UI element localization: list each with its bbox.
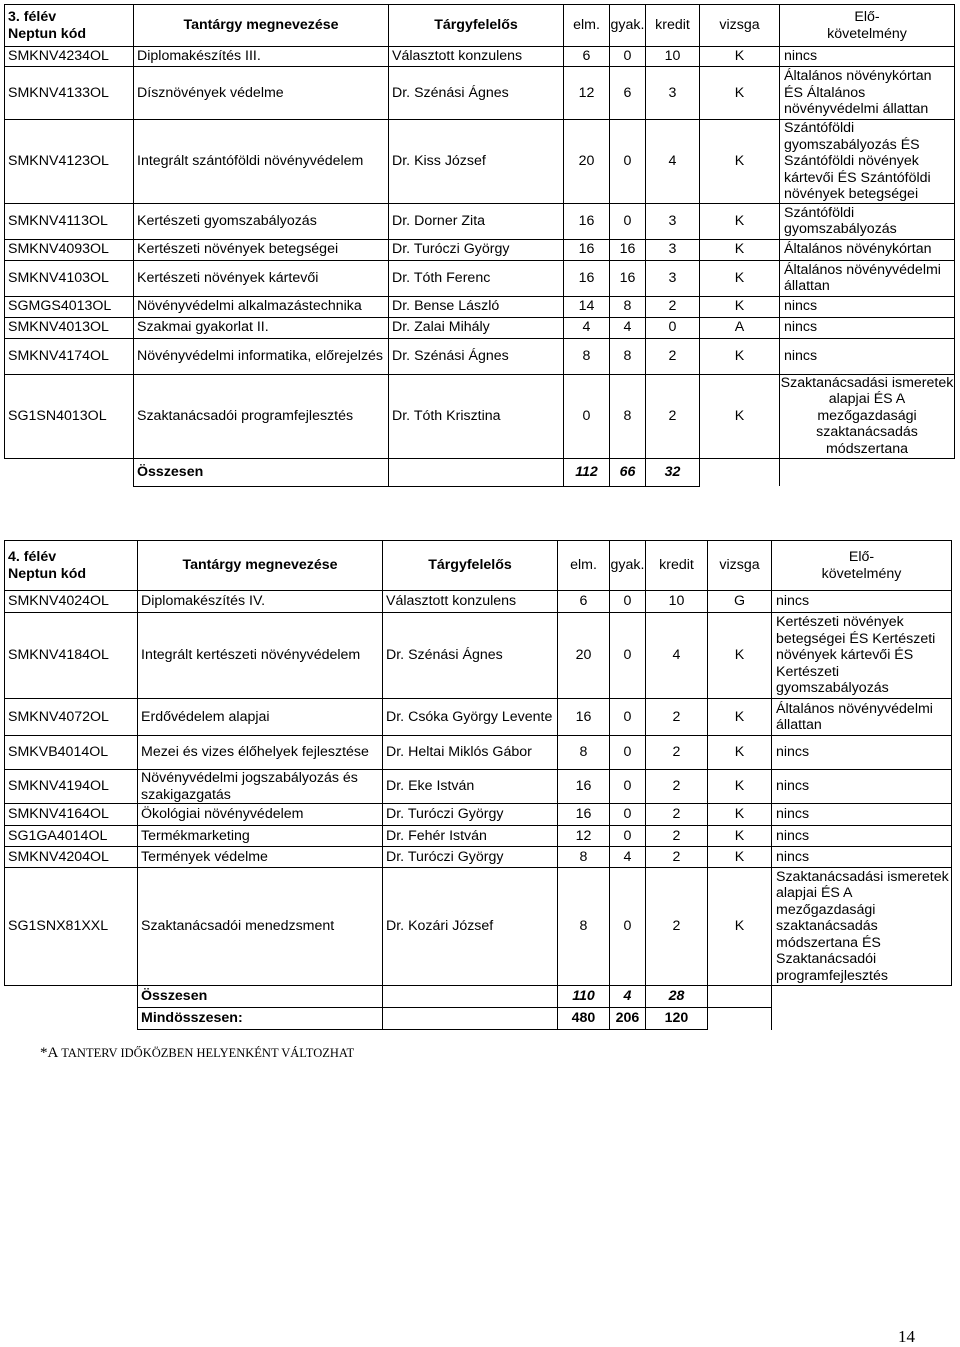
table-row bbox=[5, 591, 952, 613]
row-subject: Kertészeti növények kártevői bbox=[134, 260, 389, 296]
row-kredit: 2 bbox=[646, 699, 708, 736]
row-elm: 20 bbox=[564, 120, 610, 204]
row-prerequisite: Szaktanácsadási ismeretek alapjai ÉS A mezőgazdasági szaktanácsadás módszertana bbox=[780, 374, 954, 457]
total-spacer bbox=[5, 986, 138, 1008]
row-vizsga: A bbox=[700, 317, 780, 338]
row-prerequisite: nincs bbox=[772, 826, 952, 847]
row-vizsga: G bbox=[708, 591, 772, 613]
row-vizsga: K bbox=[708, 847, 772, 868]
header-kredit: kredit bbox=[646, 5, 700, 47]
total-label: Összesen bbox=[138, 986, 383, 1008]
row-responsible: Dr. Szénási Ágnes bbox=[389, 338, 564, 374]
total-pre-blank bbox=[780, 458, 955, 486]
row-gyak: 0 bbox=[610, 47, 646, 67]
footnote-text: TANTERV IDŐKÖZBEN HELYENKÉNT VÁLTOZHAT bbox=[61, 1046, 355, 1060]
row-code: SMKNV4013OL bbox=[5, 317, 134, 338]
row-prerequisite: Általános növénykórtan ÉS Általános növényvédelmi állattan bbox=[780, 67, 955, 120]
row-prerequisite: Kertészeti növények betegségei ÉS Kertészeti növények kártevői ÉS Kertészeti gyomszabályozás bbox=[772, 613, 952, 699]
row-kredit: 2 bbox=[646, 826, 708, 847]
row-prerequisite: Általános növényvédelmi állattan bbox=[780, 260, 955, 296]
row-gyak: 0 bbox=[610, 770, 646, 804]
row-subject: Szaktanácsadói menedzsment bbox=[138, 868, 383, 986]
row-elm: 16 bbox=[564, 260, 610, 296]
footnote-star: *A bbox=[40, 1045, 58, 1061]
row-subject: Diplomakészítés III. bbox=[134, 47, 389, 67]
row-code: SMKNV4174OL bbox=[5, 338, 134, 374]
total-gyak: 4 bbox=[610, 986, 646, 1008]
row-kredit: 4 bbox=[646, 120, 700, 204]
row-gyak: 0 bbox=[610, 804, 646, 826]
row-prerequisite: nincs bbox=[772, 770, 952, 804]
row-responsible: Dr. Turóczi György bbox=[383, 804, 558, 826]
header-row bbox=[5, 5, 955, 47]
row-kredit: 2 bbox=[646, 847, 708, 868]
table-row bbox=[5, 613, 952, 699]
row-code: SMKNV4204OL bbox=[5, 847, 138, 868]
row-responsible: Dr. Heltai Miklós Gábor bbox=[383, 736, 558, 770]
row-responsible: Dr. Zalai Mihály bbox=[389, 317, 564, 338]
row-prerequisite: nincs bbox=[780, 338, 955, 374]
header-vizsga: vizsga bbox=[708, 541, 772, 591]
row-elm: 8 bbox=[558, 736, 610, 770]
row-elm: 6 bbox=[564, 47, 610, 67]
row-subject: Kertészeti növények betegségei bbox=[134, 239, 389, 260]
row-responsible: Dr. Eke István bbox=[383, 770, 558, 804]
row-kredit: 2 bbox=[646, 736, 708, 770]
total-row bbox=[5, 458, 955, 486]
semester-3-body bbox=[5, 5, 955, 487]
row-responsible: Dr. Szénási Ágnes bbox=[389, 67, 564, 120]
row-gyak: 0 bbox=[610, 868, 646, 986]
header-code: Neptun kód bbox=[8, 25, 87, 42]
table-row bbox=[5, 317, 955, 338]
row-subject: Növényvédelmi alkalmazástechnika bbox=[134, 296, 389, 317]
row-subject: Növényvédelmi jogszabályozás és szakigazgatás bbox=[138, 770, 383, 804]
grand-spacer bbox=[5, 1008, 138, 1030]
table-row bbox=[5, 699, 952, 736]
row-code: SMKVB4014OL bbox=[5, 736, 138, 770]
row-responsible: Dr. Tóth Ferenc bbox=[389, 260, 564, 296]
semester-4-body bbox=[5, 541, 952, 1030]
table-row bbox=[5, 847, 952, 868]
row-kredit: 2 bbox=[646, 770, 708, 804]
total-kredit: 32 bbox=[646, 458, 700, 486]
header-responsible: Tárgyfelelős bbox=[383, 541, 558, 591]
row-subject: Szakmai gyakorlat II. bbox=[134, 317, 389, 338]
row-elm: 6 bbox=[558, 591, 610, 613]
header-code: Neptun kód bbox=[8, 565, 87, 582]
row-kredit: 3 bbox=[646, 203, 700, 239]
row-code: SMKNV4164OL bbox=[5, 804, 138, 826]
row-elm: 20 bbox=[558, 613, 610, 699]
row-elm: 16 bbox=[564, 203, 610, 239]
total-pre-blank bbox=[772, 986, 952, 1008]
row-vizsga: K bbox=[708, 826, 772, 847]
row-prerequisite: nincs bbox=[772, 847, 952, 868]
row-subject: Ökológiai növényvédelem bbox=[138, 804, 383, 826]
grand-total-gyak: 206 bbox=[610, 1008, 646, 1030]
grand-total-kredit: 120 bbox=[646, 1008, 708, 1030]
row-responsible: Dr. Turóczi György bbox=[389, 239, 564, 260]
table-row bbox=[5, 868, 952, 986]
row-vizsga: K bbox=[700, 203, 780, 239]
table-row bbox=[5, 338, 955, 374]
grand-resp-blank bbox=[383, 1008, 558, 1030]
total-gyak: 66 bbox=[610, 458, 646, 486]
row-kredit: 2 bbox=[646, 804, 708, 826]
table-row bbox=[5, 770, 952, 804]
table-row bbox=[5, 47, 955, 67]
row-elm: 12 bbox=[558, 826, 610, 847]
row-responsible: Választott konzulens bbox=[389, 47, 564, 67]
table-row bbox=[5, 120, 955, 204]
grand-total-label: Mindösszesen: bbox=[138, 1008, 383, 1030]
row-kredit: 10 bbox=[646, 591, 708, 613]
header-responsible: Tárgyfelelős bbox=[389, 5, 564, 47]
row-subject: Növényvédelmi informatika, előrejelzés bbox=[134, 338, 389, 374]
row-prerequisite: Általános növénykórtan bbox=[780, 239, 955, 260]
row-elm: 14 bbox=[564, 296, 610, 317]
row-vizsga: K bbox=[700, 239, 780, 260]
row-elm: 8 bbox=[558, 847, 610, 868]
row-responsible: Dr. Bense László bbox=[389, 296, 564, 317]
row-vizsga: K bbox=[700, 67, 780, 120]
table-row bbox=[5, 826, 952, 847]
row-prerequisite: Szántóföldi gyomszabályozás bbox=[780, 203, 955, 239]
table-row bbox=[5, 804, 952, 826]
header-prerequisite: Elő- követelmény bbox=[780, 5, 955, 47]
header-gyak: gyak. bbox=[610, 5, 646, 47]
row-elm: 8 bbox=[558, 868, 610, 986]
row-prerequisite: nincs bbox=[772, 591, 952, 613]
row-gyak: 16 bbox=[610, 239, 646, 260]
row-vizsga: K bbox=[708, 736, 772, 770]
row-responsible: Dr. Turóczi György bbox=[383, 847, 558, 868]
row-gyak: 0 bbox=[610, 699, 646, 736]
row-subject: Szaktanácsadói programfejlesztés bbox=[134, 374, 389, 458]
row-elm: 12 bbox=[564, 67, 610, 120]
row-code: SGMGS4013OL bbox=[5, 296, 134, 317]
row-code: SG1GA4014OL bbox=[5, 826, 138, 847]
header-elm: elm. bbox=[564, 5, 610, 47]
row-subject: Erdővédelem alapjai bbox=[138, 699, 383, 736]
row-kredit: 4 bbox=[646, 613, 708, 699]
header-prerequisite: Elő- követelmény bbox=[772, 541, 952, 591]
row-subject: Diplomakészítés IV. bbox=[138, 591, 383, 613]
row-code: SMKNV4113OL bbox=[5, 203, 134, 239]
row-subject: Integrált szántóföldi növényvédelem bbox=[134, 120, 389, 204]
row-code: SMKNV4194OL bbox=[5, 770, 138, 804]
header-vizsga: vizsga bbox=[700, 5, 780, 47]
row-kredit: 2 bbox=[646, 868, 708, 986]
row-elm: 16 bbox=[558, 699, 610, 736]
row-kredit: 2 bbox=[646, 338, 700, 374]
row-responsible: Dr. Dorner Zita bbox=[389, 203, 564, 239]
row-vizsga: K bbox=[708, 868, 772, 986]
header-kredit: kredit bbox=[646, 541, 708, 591]
total-spacer bbox=[5, 458, 134, 486]
table-row bbox=[5, 260, 955, 296]
row-gyak: 6 bbox=[610, 67, 646, 120]
curriculum-footnote bbox=[40, 1045, 354, 1062]
semester-title: 3. félév bbox=[8, 9, 57, 25]
row-subject: Termékmarketing bbox=[138, 826, 383, 847]
row-prerequisite: Általános növényvédelmi állattan bbox=[772, 699, 952, 736]
total-resp-blank bbox=[383, 986, 558, 1008]
row-vizsga: K bbox=[700, 260, 780, 296]
row-code: SMKNV4234OL bbox=[5, 47, 134, 67]
table-row bbox=[5, 296, 955, 317]
grand-pre-blank bbox=[772, 1008, 952, 1030]
row-vizsga: K bbox=[700, 120, 780, 204]
row-gyak: 0 bbox=[610, 203, 646, 239]
row-code: SMKNV4103OL bbox=[5, 260, 134, 296]
row-vizsga: K bbox=[700, 296, 780, 317]
header-semester-code bbox=[5, 5, 134, 47]
table-row bbox=[5, 736, 952, 770]
row-kredit: 3 bbox=[646, 67, 700, 120]
row-gyak: 16 bbox=[610, 260, 646, 296]
row-code: SMKNV4133OL bbox=[5, 67, 134, 120]
row-gyak: 0 bbox=[610, 826, 646, 847]
row-subject: Mezei és vizes élőhelyek fejlesztése bbox=[138, 736, 383, 770]
row-prerequisite: nincs bbox=[780, 47, 955, 67]
row-elm: 8 bbox=[564, 338, 610, 374]
row-responsible: Dr. Kiss József bbox=[389, 120, 564, 204]
row-prerequisite: nincs bbox=[780, 317, 955, 338]
grand-vizsga-blank bbox=[708, 1008, 772, 1030]
row-code: SMKNV4072OL bbox=[5, 699, 138, 736]
total-vizsga-blank bbox=[700, 458, 780, 486]
page-number: 14 bbox=[898, 1327, 915, 1346]
row-responsible: Választott konzulens bbox=[383, 591, 558, 613]
row-gyak: 8 bbox=[610, 374, 646, 458]
semester-4-table bbox=[4, 540, 952, 1030]
row-gyak: 8 bbox=[610, 296, 646, 317]
row-responsible: Dr. Kozári József bbox=[383, 868, 558, 986]
row-vizsga: K bbox=[700, 374, 780, 458]
row-gyak: 0 bbox=[610, 736, 646, 770]
row-responsible: Dr. Szénási Ágnes bbox=[383, 613, 558, 699]
row-code: SG1SNX81XXL bbox=[5, 868, 138, 986]
table-row bbox=[5, 374, 955, 458]
row-vizsga: K bbox=[708, 770, 772, 804]
row-kredit: 10 bbox=[646, 47, 700, 67]
row-vizsga: K bbox=[708, 699, 772, 736]
row-subject: Integrált kertészeti növényvédelem bbox=[138, 613, 383, 699]
row-kredit: 2 bbox=[646, 296, 700, 317]
row-gyak: 0 bbox=[610, 613, 646, 699]
row-elm: 4 bbox=[564, 317, 610, 338]
header-elm: elm. bbox=[558, 541, 610, 591]
row-prerequisite: nincs bbox=[772, 804, 952, 826]
row-elm: 0 bbox=[564, 374, 610, 458]
row-responsible: Dr. Fehér István bbox=[383, 826, 558, 847]
row-code: SMKNV4093OL bbox=[5, 239, 134, 260]
row-elm: 16 bbox=[564, 239, 610, 260]
total-resp-blank bbox=[389, 458, 564, 486]
header-gyak: gyak. bbox=[610, 541, 646, 591]
header-subject: Tantárgy megnevezése bbox=[138, 541, 383, 591]
row-responsible: Dr. Csóka György Levente bbox=[383, 699, 558, 736]
header-subject: Tantárgy megnevezése bbox=[134, 5, 389, 47]
grand-total-elm: 480 bbox=[558, 1008, 610, 1030]
row-code: SG1SN4013OL bbox=[5, 374, 134, 458]
total-elm: 112 bbox=[564, 458, 610, 486]
total-label: Összesen bbox=[134, 458, 389, 486]
row-vizsga: K bbox=[700, 338, 780, 374]
row-subject: Dísznövények védelme bbox=[134, 67, 389, 120]
semester-3-table bbox=[4, 4, 955, 487]
row-elm: 16 bbox=[558, 804, 610, 826]
total-row bbox=[5, 986, 952, 1008]
table-row bbox=[5, 203, 955, 239]
row-vizsga: K bbox=[700, 47, 780, 67]
semester-title: 4. félév bbox=[8, 549, 57, 565]
table-row bbox=[5, 239, 955, 260]
row-gyak: 4 bbox=[610, 317, 646, 338]
total-kredit: 28 bbox=[646, 986, 708, 1008]
row-gyak: 4 bbox=[610, 847, 646, 868]
row-vizsga: K bbox=[708, 804, 772, 826]
header-semester-code bbox=[5, 541, 138, 591]
row-gyak: 0 bbox=[610, 120, 646, 204]
row-vizsga: K bbox=[708, 613, 772, 699]
row-prerequisite: Szántóföldi gyomszabályozás ÉS Szántóföldi növények kártevői ÉS Szántóföldi növények betegségei bbox=[780, 120, 955, 204]
total-vizsga-blank bbox=[708, 986, 772, 1008]
row-code: SMKNV4184OL bbox=[5, 613, 138, 699]
table-row bbox=[5, 67, 955, 120]
row-kredit: 3 bbox=[646, 239, 700, 260]
row-responsible: Dr. Tóth Krisztina bbox=[389, 374, 564, 458]
row-kredit: 0 bbox=[646, 317, 700, 338]
row-kredit: 3 bbox=[646, 260, 700, 296]
total-elm: 110 bbox=[558, 986, 610, 1008]
row-subject: Termények védelme bbox=[138, 847, 383, 868]
row-gyak: 8 bbox=[610, 338, 646, 374]
row-kredit: 2 bbox=[646, 374, 700, 458]
row-gyak: 0 bbox=[610, 591, 646, 613]
row-code: SMKNV4024OL bbox=[5, 591, 138, 613]
row-elm: 16 bbox=[558, 770, 610, 804]
header-row bbox=[5, 541, 952, 591]
row-prerequisite: nincs bbox=[772, 736, 952, 770]
row-prerequisite: Szaktanácsadási ismeretek alapjai ÉS A mezőgazdasági szaktanácsadás módszertana ÉS Szaktanácsadói programfejlesztés bbox=[772, 868, 952, 986]
row-subject: Kertészeti gyomszabályozás bbox=[134, 203, 389, 239]
grand-total-row bbox=[5, 1008, 952, 1030]
row-prerequisite: nincs bbox=[780, 296, 955, 317]
row-code: SMKNV4123OL bbox=[5, 120, 134, 204]
